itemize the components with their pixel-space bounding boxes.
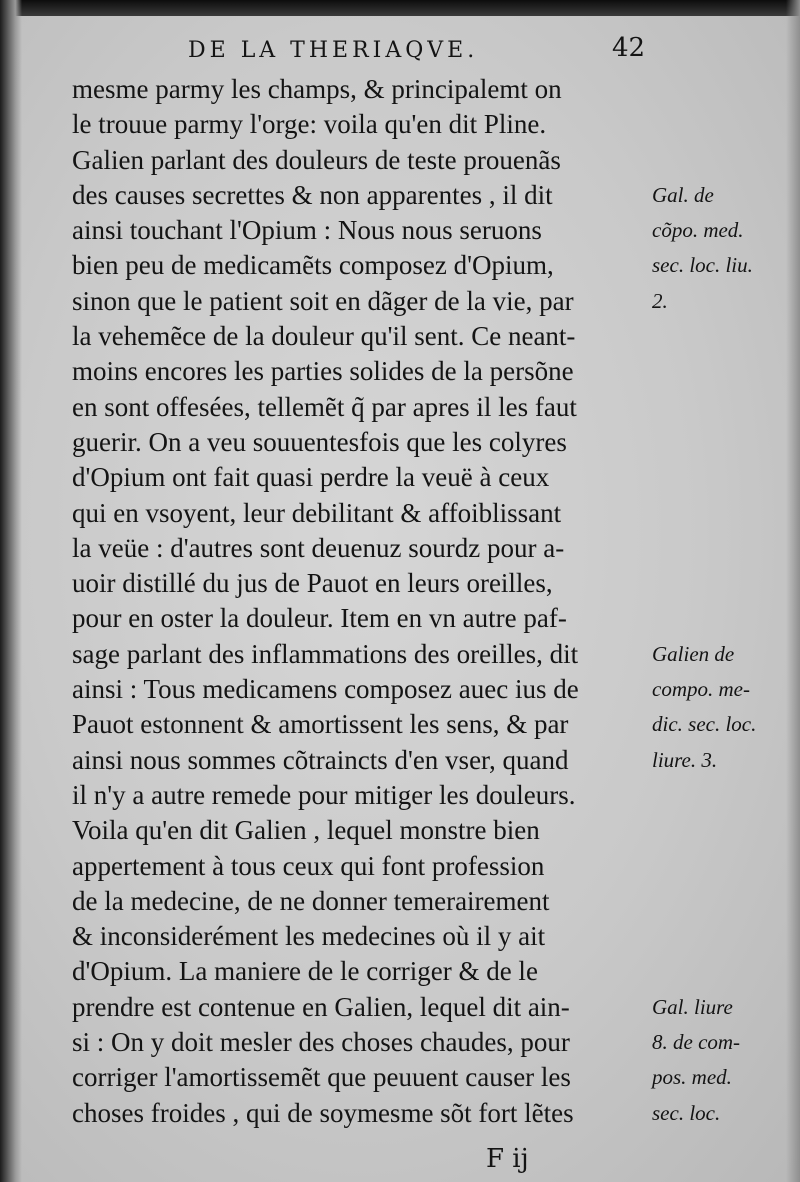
body-line: ainsi touchant l'Opium : Nous nous seruons [72,215,542,246]
margin-note [652,178,753,319]
body-line: si : On y doit mesler des choses chaudes, pour [72,1027,570,1058]
page-top-shadow [0,0,800,16]
running-title: DE LA THERIAQVE. [188,38,479,63]
body-line: en sont offesées, tellemẽt q̃ par apres il les faut [72,391,577,422]
page-edge-shadow [786,0,800,1182]
body-line: ainsi : Tous medicamens composez auec ius de [72,674,579,705]
body-line: il n'y a autre remede pour mitiger les douleurs. [72,779,576,810]
body-line: bien peu de medicamẽts composez d'Opium, [72,250,554,281]
margin-note-line: Gal. liure [652,994,733,1019]
margin-note-line: sec. loc. liu. [652,253,753,278]
body-line: des causes secrettes & non apparentes , il dit [72,179,553,210]
body-line: la veüe : d'autres sont deuenuz sourdz pour a- [72,532,565,563]
body-line: uoir distillé du jus de Pauot en leurs oreilles, [72,568,553,599]
page-number: 42 [612,33,646,63]
body-line: Galien parlant des douleurs de teste prouenãs [72,144,561,175]
body-line: pour en oster la douleur. Item en vn autre paf- [72,603,567,634]
body-text [72,72,662,1131]
body-line: prendre est contenue en Galien, lequel dit ain- [72,991,570,1022]
body-line: ainsi nous sommes cõtraincts d'en vser, quand [72,744,569,775]
margin-note-line: dic. sec. loc. [652,712,757,737]
margin-note-line: 2. [652,288,668,313]
body-line: sinon que le patient soit en dãger de la vie, par [72,285,574,316]
body-line: Voila qu'en dit Galien , lequel monstre bien [72,815,540,846]
body-line: d'Opium. La maniere de le corriger & de le [72,956,538,987]
body-line: moins encores les parties solides de la persõne [72,356,574,387]
margin-note-line: cõpo. med. [652,218,744,243]
margin-note-line: compo. me- [652,677,750,702]
body-line: choses froides , qui de soymesme sõt fort lẽtes [72,1097,574,1128]
margin-note-line: sec. loc. [652,1100,721,1125]
margin-note-line: liure. 3. [652,747,718,772]
body-line: guerir. On a veu souuentesfois que les colyres [72,426,567,457]
signature-mark: F ij [486,1144,529,1174]
body-line: sage parlant des inflammations des oreilles, dit [72,638,579,669]
page-gutter-shadow [0,0,22,1182]
body-line: mesme parmy les champs, & principalemt on [72,74,562,104]
body-line: & inconsiderément les medecines où il y ait [72,921,546,952]
body-line: d'Opium ont fait quasi perdre la veuë à ceux [72,462,550,493]
body-line: le trouue parmy l'orge: voila qu'en dit Pline. [72,109,547,140]
body-line: Pauot estonnent & amortissent les sens, & par [72,709,569,740]
body-line: appertement à tous ceux qui font profession [72,850,545,881]
margin-note-line: 8. de com- [652,1030,741,1055]
margin-note-line: Gal. de [652,182,714,207]
body-line: la vehemẽce de la douleur qu'il sent. Ce neant- [72,321,576,352]
body-line: corriger l'amortissemẽt que peuuent causer les [72,1062,571,1093]
body-line: de la medecine, de ne donner temerairement [72,885,550,916]
body-line: qui en vsoyent, leur debilitant & affoiblissant [72,497,562,528]
margin-note-line: Galien de [652,641,735,666]
margin-note [652,990,740,1131]
margin-note [652,637,756,778]
margin-note-line: pos. med. [652,1065,732,1090]
